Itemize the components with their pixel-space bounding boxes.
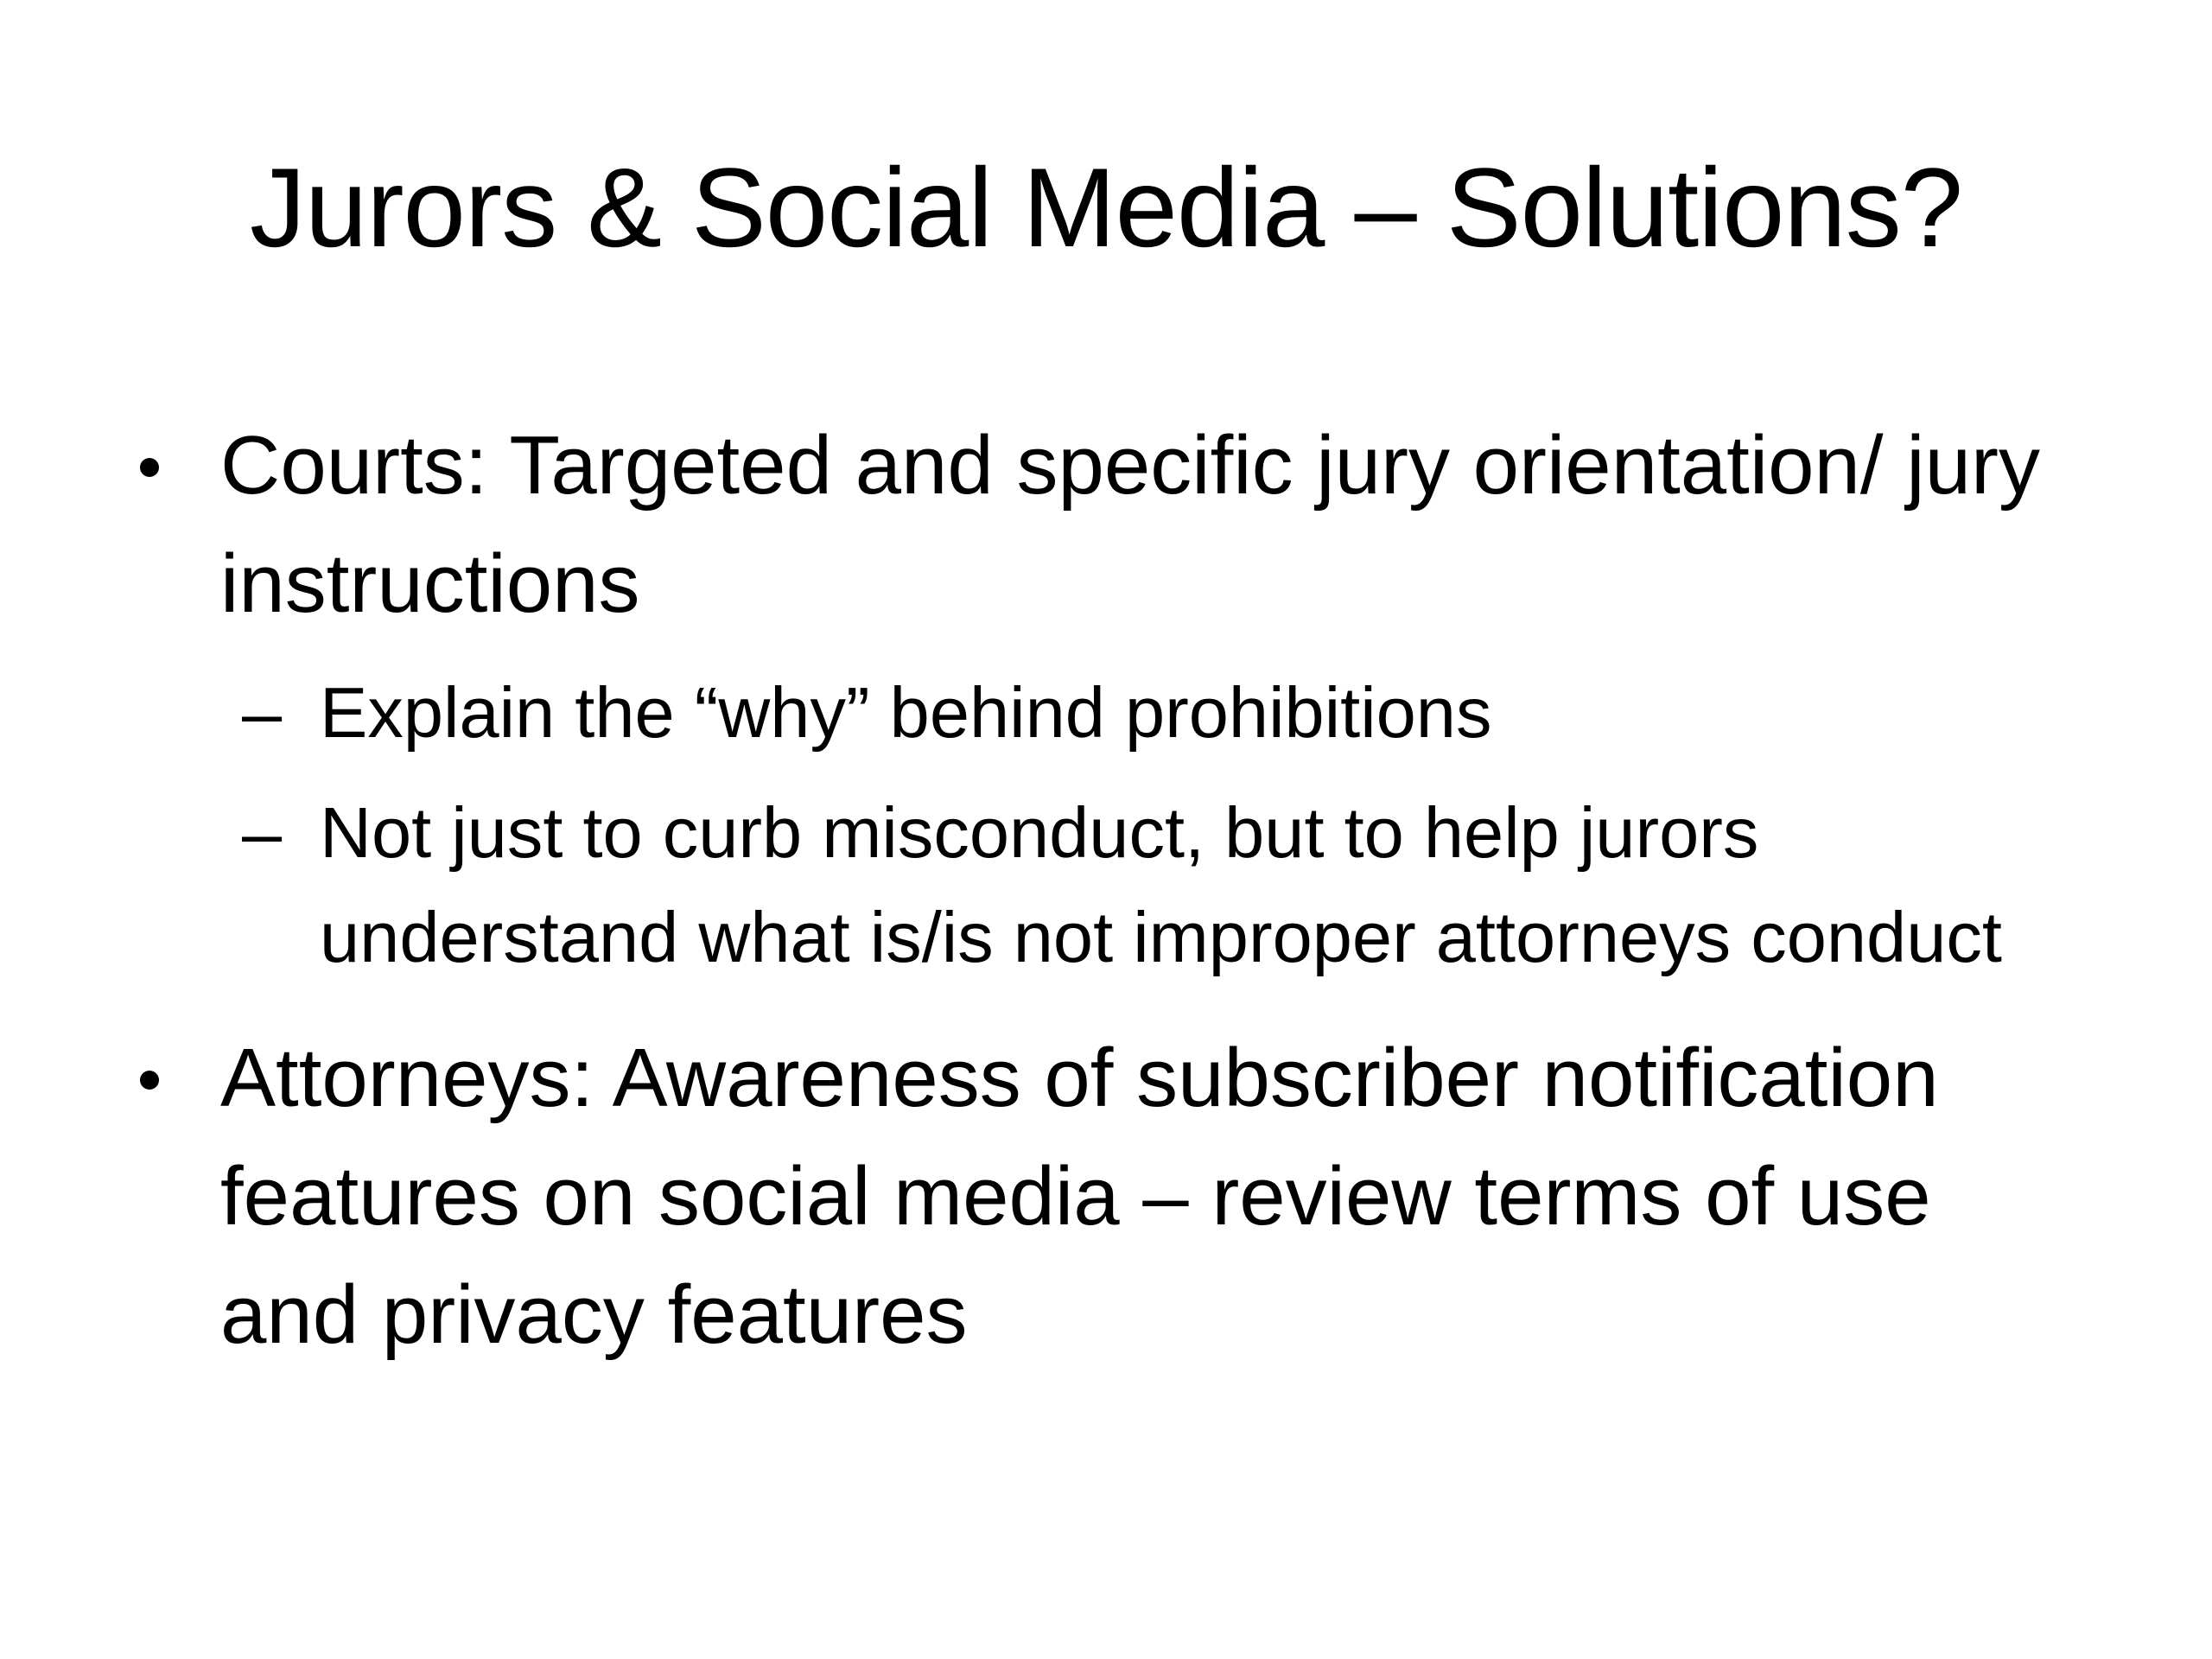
subbullet-item-explain: [138, 660, 2091, 765]
subbullet-item-not-just: [138, 780, 2091, 989]
bullet-item-courts: [138, 406, 2091, 643]
subbullet-text: Not just to curb misconduct, but to help jurors understand what is/is not improper attorneys conduct: [320, 792, 2002, 977]
bullet-text: Attorneys: Awareness of subscriber notification features on social media – review terms of use and privacy features: [220, 1032, 1939, 1361]
dash-marker: –: [242, 672, 283, 753]
bullet-text: Courts: Targeted and specific jury orientation/ jury instructions: [220, 419, 2040, 630]
bullet-list: [138, 406, 2091, 1391]
subbullet-text: Explain the “why” behind prohibitions: [320, 672, 1492, 753]
dash-marker: –: [242, 792, 283, 873]
spacer: [138, 1005, 2091, 1019]
bullet-item-attorneys: [138, 1019, 2091, 1374]
slide-title: Jurors & Social Media – Solutions?: [249, 144, 1962, 270]
